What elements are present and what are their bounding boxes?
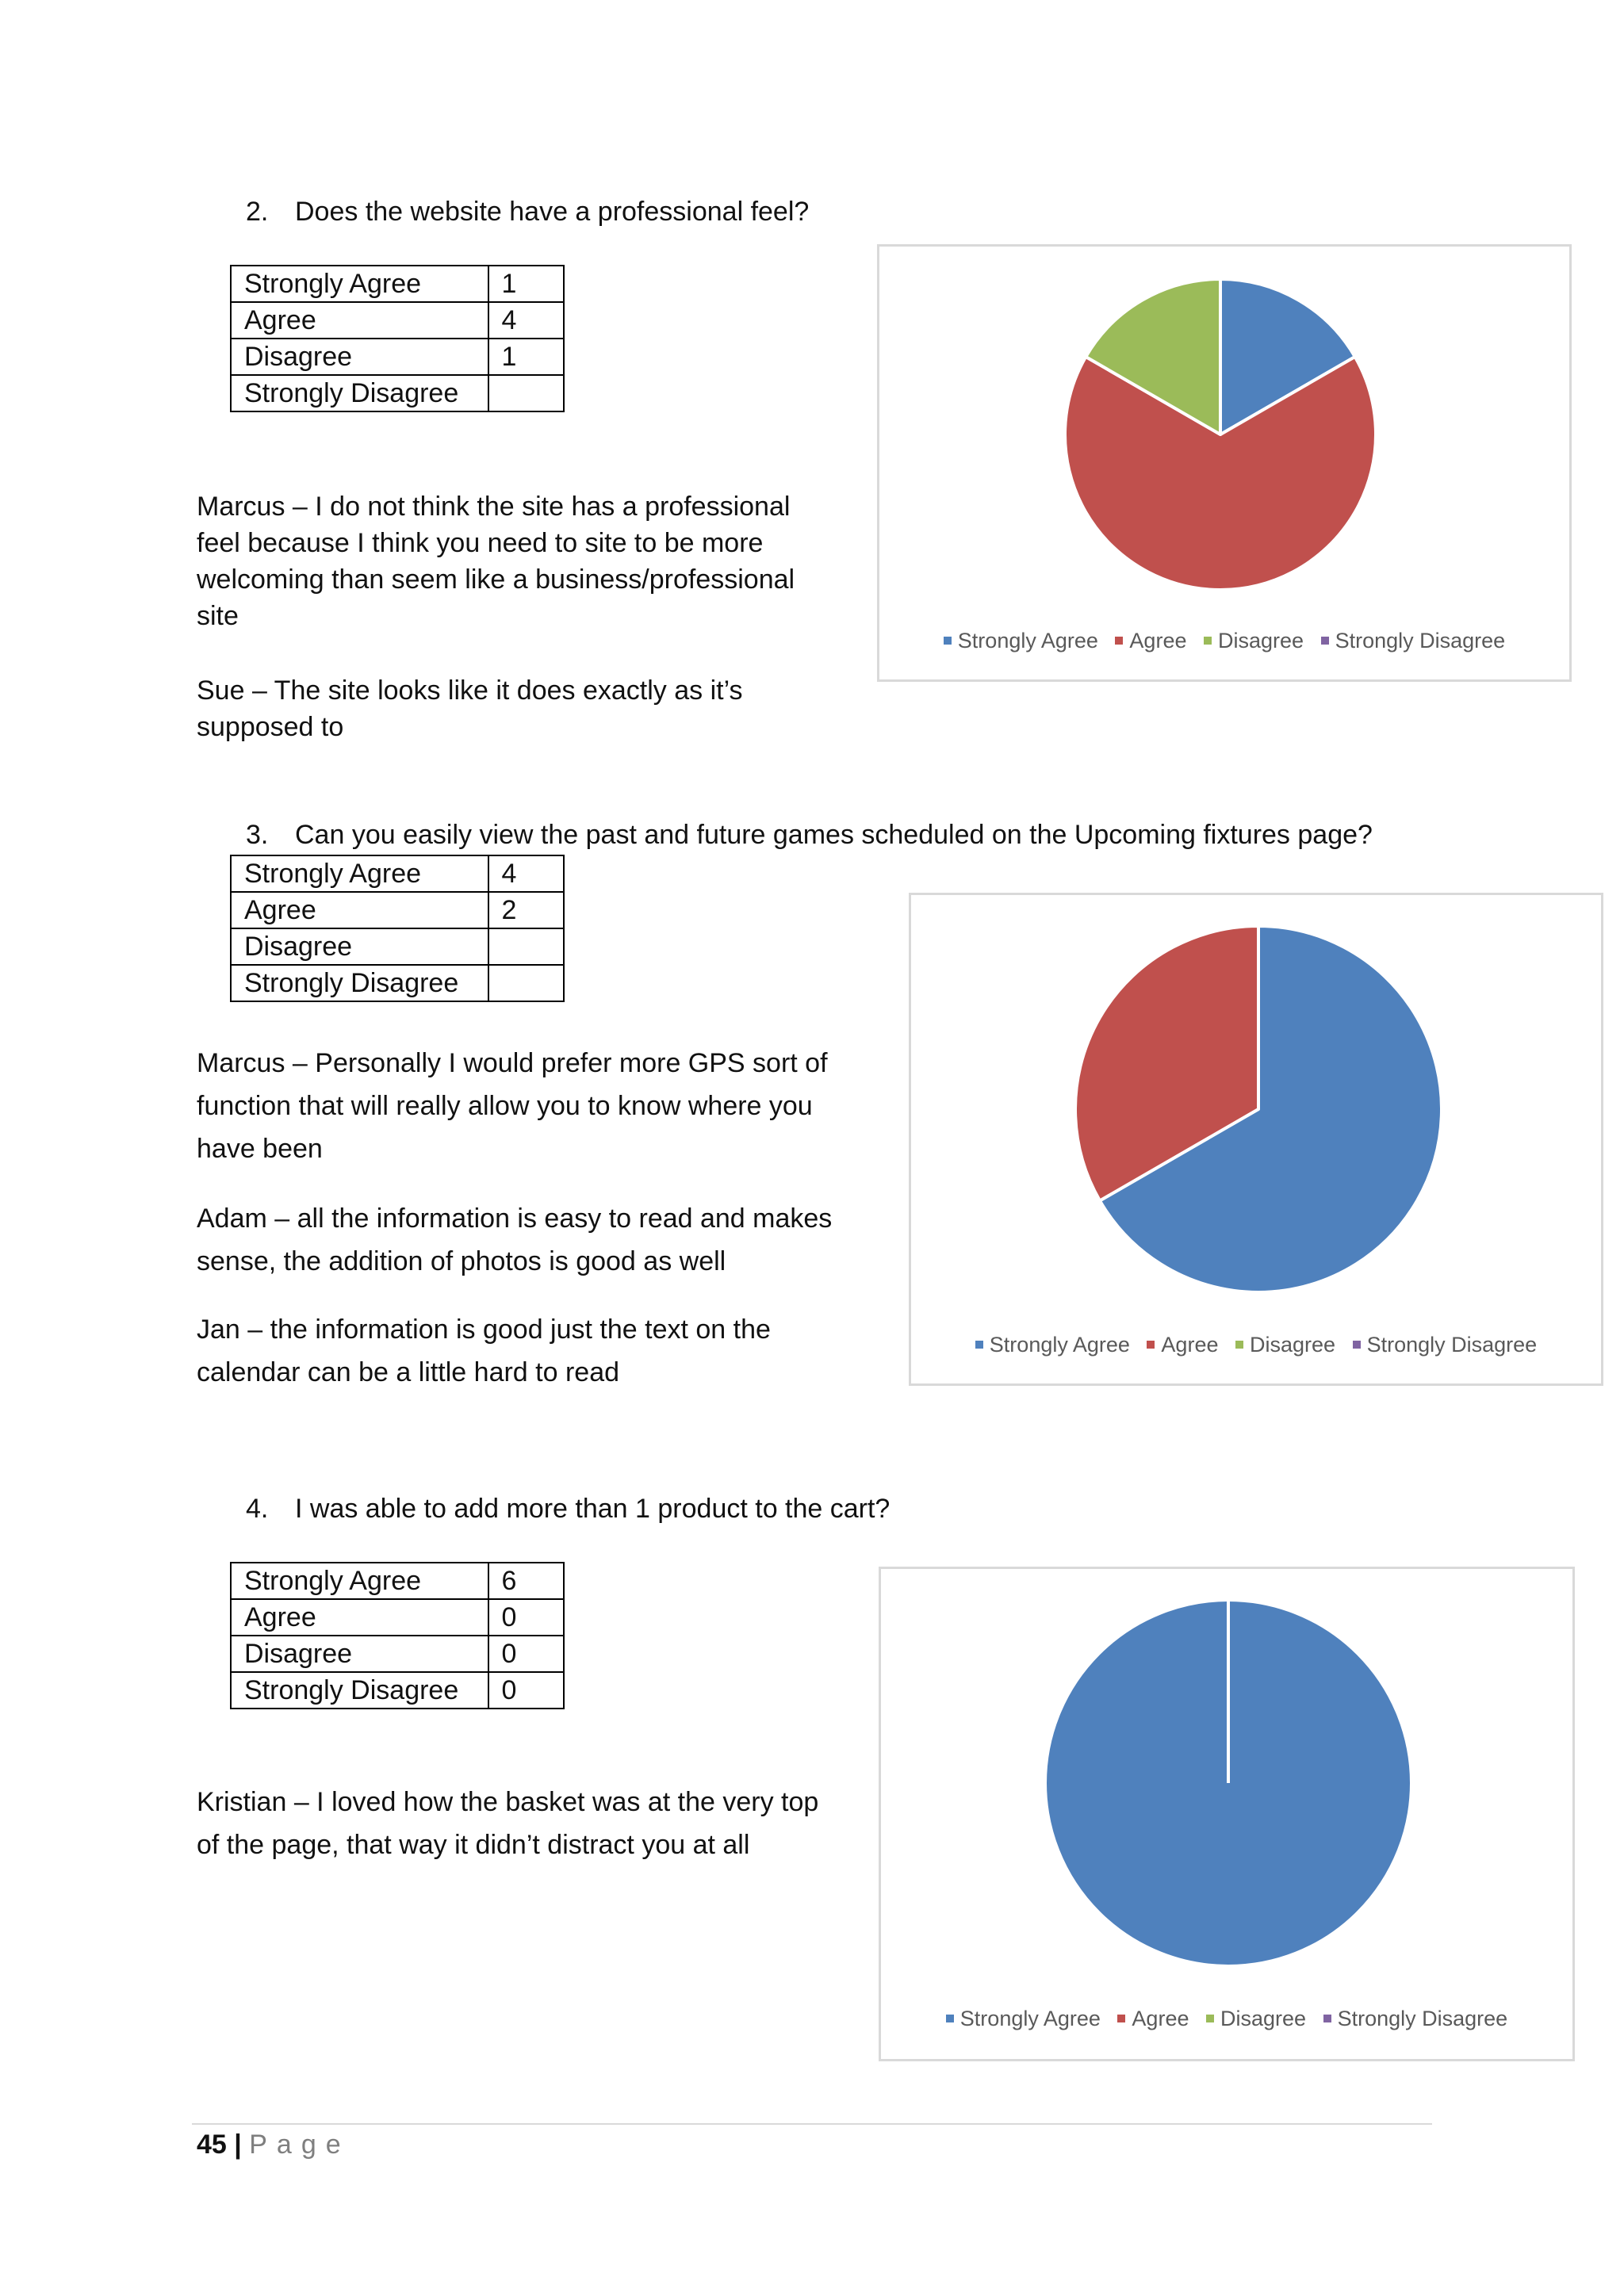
comment-line: Kristian – I loved how the basket was at the very top [197, 1787, 819, 1817]
row-value: 4 [488, 302, 565, 339]
legend-item: Disagree [1206, 2007, 1306, 2031]
row-value: 2 [488, 892, 565, 928]
response-table-q2 [230, 265, 565, 412]
row-value: 0 [488, 1599, 565, 1636]
table-row [231, 1599, 564, 1636]
question-text: Can you easily view the past and future games scheduled on the Upcoming fixtures page? [295, 820, 1373, 850]
legend-item: Strongly Agree [975, 1333, 1130, 1357]
legend-item: Strongly Disagree [1321, 629, 1506, 653]
row-label: Agree [231, 1599, 488, 1636]
row-label: Strongly Agree [231, 855, 488, 892]
row-label: Strongly Disagree [231, 1672, 488, 1709]
page-number: 45 [197, 2130, 227, 2160]
comment-line: Jan – the information is good just the text on the [197, 1314, 771, 1345]
table-row [231, 266, 564, 302]
comment-line: calendar can be a little hard to read [197, 1357, 620, 1387]
table-row [231, 928, 564, 965]
row-label: Strongly Disagree [231, 375, 488, 411]
question-4-title [246, 1494, 890, 1525]
question-number: 2. [246, 197, 269, 227]
row-value [488, 375, 565, 411]
chart-legend [879, 629, 1569, 653]
row-value: 1 [488, 339, 565, 375]
legend-item: Strongly Disagree [1323, 2007, 1508, 2031]
legend-item: Strongly Disagree [1353, 1333, 1538, 1357]
footer-divider [192, 2123, 1432, 2125]
table-row [231, 892, 564, 928]
row-label: Strongly Agree [231, 266, 488, 302]
row-value: 0 [488, 1636, 565, 1672]
legend-item: Agree [1115, 629, 1186, 653]
row-label: Strongly Agree [231, 1563, 488, 1599]
table-row [231, 302, 564, 339]
row-value [488, 965, 565, 1001]
pie-chart-q2 [877, 244, 1572, 682]
question-3-title [246, 820, 1373, 851]
chart-legend [911, 1333, 1601, 1357]
table-row [231, 965, 564, 1001]
comment-line: function that will really allow you to know where you [197, 1091, 813, 1121]
row-value: 0 [488, 1672, 565, 1709]
row-label: Disagree [231, 339, 488, 375]
response-table-q4 [230, 1562, 565, 1709]
comment-adam-q3 [197, 1197, 832, 1283]
row-label: Agree [231, 892, 488, 928]
table-row [231, 855, 564, 892]
comment-marcus-q3 [197, 1042, 828, 1170]
row-value [488, 928, 565, 965]
comment-marcus-q2 [197, 488, 795, 634]
legend-item: Disagree [1204, 629, 1304, 653]
comment-sue-q2 [197, 672, 743, 745]
question-number: 4. [246, 1494, 269, 1524]
table-row [231, 375, 564, 411]
response-table-q3 [230, 855, 565, 1002]
question-text: Does the website have a professional feel? [295, 197, 810, 227]
table-row [231, 339, 564, 375]
comment-line: supposed to [197, 712, 344, 742]
question-2-title [246, 197, 809, 228]
pie-chart-q3 [909, 893, 1603, 1386]
comment-kristian-q4 [197, 1781, 818, 1866]
comment-line: Marcus – Personally I would prefer more GPS sort of [197, 1048, 828, 1078]
page-footer [197, 2130, 350, 2160]
comment-line: feel because I think you need to site to be more [197, 528, 764, 558]
legend-item: Agree [1117, 2007, 1189, 2031]
row-label: Agree [231, 302, 488, 339]
legend-item: Strongly Agree [946, 2007, 1101, 2031]
legend-item: Strongly Agree [944, 629, 1098, 653]
page-word: Page [249, 2130, 350, 2160]
question-number: 3. [246, 820, 269, 850]
row-label: Disagree [231, 1636, 488, 1672]
pie-chart-svg [879, 247, 1574, 684]
footer-separator: | [234, 2130, 242, 2160]
row-value: 1 [488, 266, 565, 302]
chart-legend [881, 2007, 1572, 2031]
table-row [231, 1672, 564, 1709]
pie-chart-svg [881, 1569, 1577, 2064]
table-row [231, 1636, 564, 1672]
row-value: 4 [488, 855, 565, 892]
comment-line: site [197, 601, 239, 631]
question-text: I was able to add more than 1 product to the cart? [295, 1494, 891, 1524]
row-value: 6 [488, 1563, 565, 1599]
comment-jan-q3 [197, 1308, 771, 1394]
row-label: Disagree [231, 928, 488, 965]
legend-item: Disagree [1235, 1333, 1335, 1357]
row-label: Strongly Disagree [231, 965, 488, 1001]
comment-line: have been [197, 1134, 323, 1164]
comment-line: of the page, that way it didn’t distract you at all [197, 1830, 750, 1860]
comment-line: sense, the addition of photos is good as well [197, 1246, 726, 1276]
pie-chart-q4 [879, 1567, 1575, 2061]
comment-line: Marcus – I do not think the site has a professional [197, 492, 791, 522]
comment-line: Adam – all the information is easy to read and makes [197, 1203, 833, 1234]
legend-item: Agree [1147, 1333, 1218, 1357]
table-row [231, 1563, 564, 1599]
comment-line: welcoming than seem like a business/professional [197, 564, 795, 595]
pie-chart-svg [911, 895, 1606, 1388]
comment-line: Sue – The site looks like it does exactly as it’s [197, 675, 743, 706]
